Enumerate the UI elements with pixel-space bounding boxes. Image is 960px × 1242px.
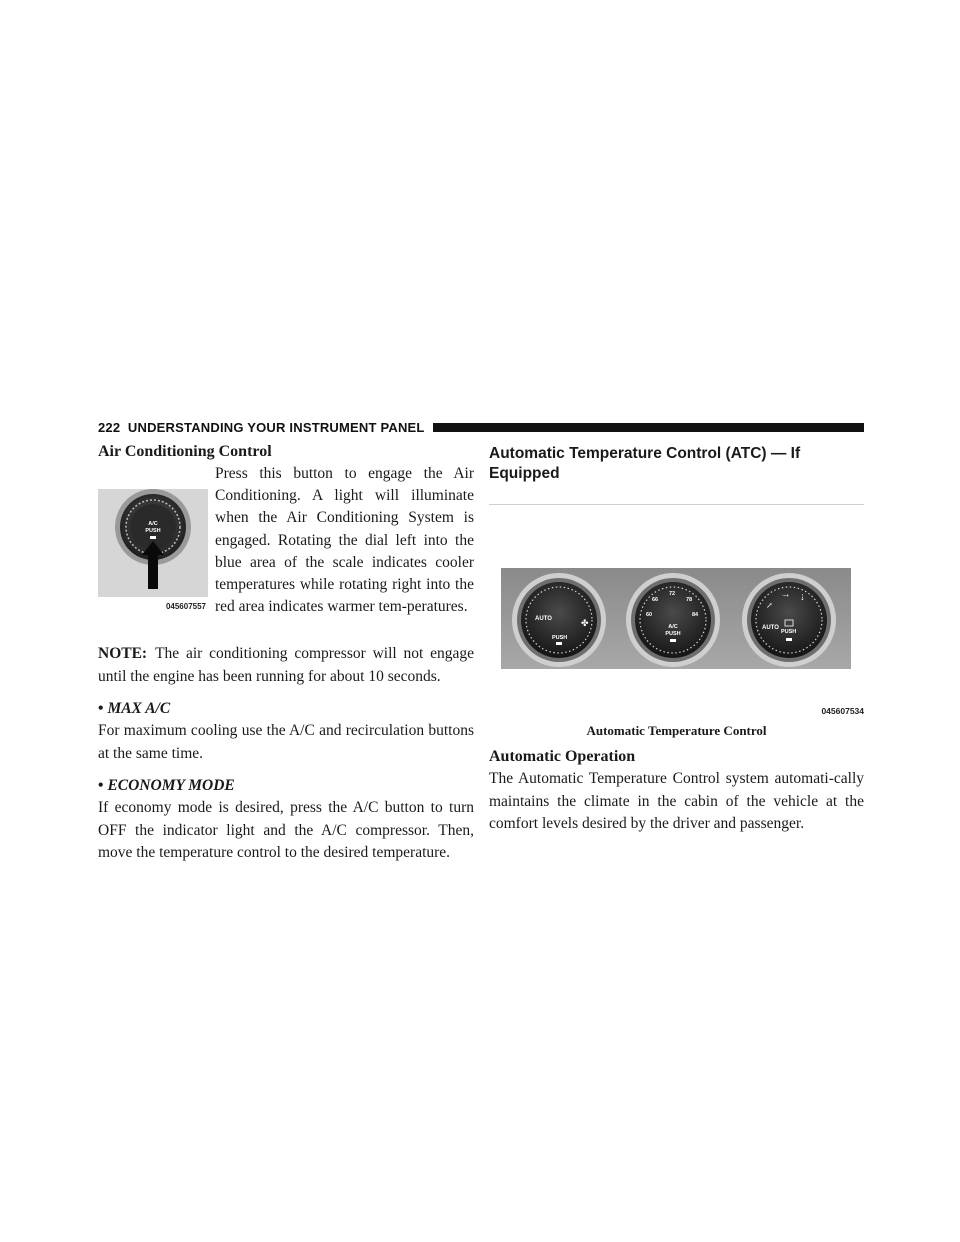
dial2-84: 84 (692, 612, 699, 618)
atc-dial-mode (742, 573, 836, 667)
dial2-72: 72 (669, 591, 676, 597)
dial2-60: 60 (646, 612, 653, 618)
section-title: UNDERSTANDING YOUR INSTRUMENT PANEL (127, 419, 425, 435)
floor-icon: ⇣ (799, 593, 806, 602)
atc-dial-fan (512, 573, 606, 667)
header-rule (433, 423, 864, 432)
ac-image-code: 045607557 (165, 602, 206, 611)
note-text: The air conditioning compressor will not engage until the engine has been running for about 10 seconds. (98, 645, 474, 685)
dial2-78: 78 (686, 597, 693, 603)
ac-dial-illustration (98, 489, 208, 625)
page-header-text (98, 420, 425, 435)
bilevel-icon: ⇢ (782, 591, 789, 600)
max-ac-text: For maximum cooling use the A/C and recirculation buttons at the same time. (98, 722, 474, 762)
note-paragraph (98, 643, 474, 688)
dial2-66: 66 (652, 597, 659, 603)
page-header (98, 418, 864, 436)
ac-dial-label: A/C (148, 521, 158, 527)
figure-top-rule (489, 504, 864, 505)
max-ac-label: MAX A/C (107, 700, 171, 717)
dial1-push: PUSH (552, 635, 568, 641)
auto-operation-heading: Automatic Operation (489, 748, 636, 765)
bullet-icon: • (98, 700, 104, 717)
economy-text: If economy mode is desired, press the A/C button to turn OFF the indicator light and the A/C compressor. Then, move the temperature control to the desired temperature. (98, 799, 474, 861)
atc-heading: Automatic Temperature Control (ATC) — If Equipped (489, 445, 801, 482)
ac-dial-push: PUSH (145, 528, 161, 534)
bullet-max-ac (98, 698, 474, 720)
right-column (489, 441, 864, 836)
auto-operation-text: The Automatic Temperature Control system automati-cally maintains the climate in the cabin of the vehicle at the comfort levels desired by the driver and passenger. (489, 770, 864, 832)
left-column (98, 441, 474, 865)
note-label: NOTE: (98, 645, 148, 662)
atc-caption: Automatic Temperature Control (586, 723, 767, 738)
bullet-economy (98, 775, 474, 797)
dial3-auto: AUTO (762, 625, 779, 631)
dial2-push: PUSH (665, 631, 681, 637)
atc-panel-illustration (501, 568, 851, 669)
bullet-icon: • (98, 777, 104, 794)
economy-label: ECONOMY MODE (107, 777, 235, 794)
ac-control-heading: Air Conditioning Control (98, 443, 272, 460)
atc-figure (489, 504, 864, 714)
page-number: 222 (98, 419, 121, 435)
ac-control-block (98, 463, 474, 635)
atc-dial-temperature (626, 573, 720, 667)
dial3-push: PUSH (781, 629, 797, 635)
dial2-ac: A/C (668, 624, 678, 630)
dial1-auto: AUTO (535, 616, 552, 622)
ac-description: Press this button to engage the Air Conditioning. A light will illuminate when the Air Conditioning System is engaged. Rotating the dial left into the blue area of the scale indicates cooler temperatures while rotating right into the red area indicates warmer tem-peratures. (215, 465, 474, 616)
atc-figure-code: 045607534 (821, 706, 864, 716)
vent-icon: ↗ (766, 601, 773, 610)
fan-icon: ✤ (581, 618, 589, 628)
